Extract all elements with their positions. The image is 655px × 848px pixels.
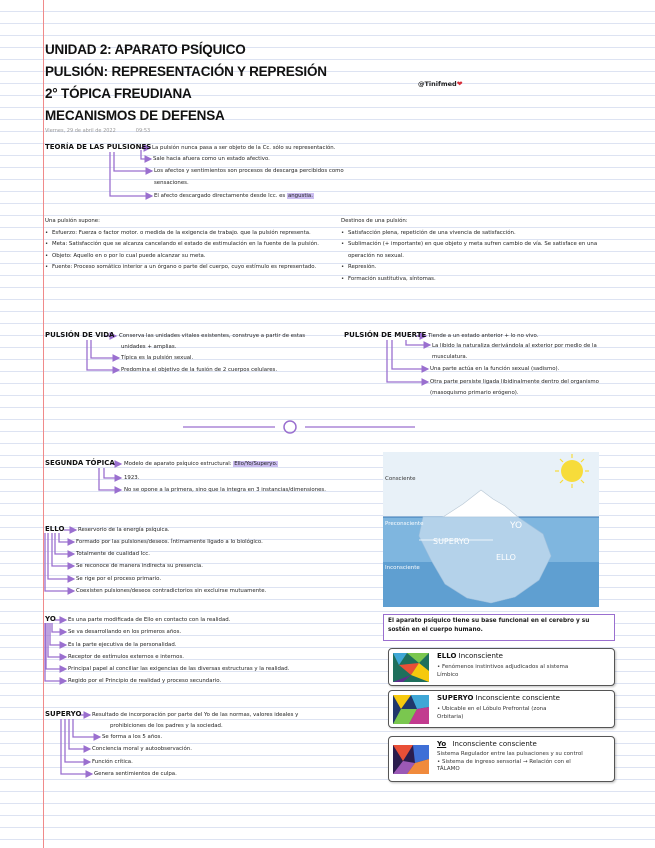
yo-item: Principal papel al conciliar las exigencias de las diversas estructuras y la realidad. [68, 666, 290, 672]
vida-item: Típica es la pulsión sexual. [121, 355, 194, 361]
superyo-item: Conciencia moral y autoobservación. [92, 746, 192, 752]
muerte-heading: PULSIÓN DE MUERTE [344, 331, 427, 339]
date-text: Viernes, 29 de abril de 2022 [45, 128, 116, 134]
muerte-item: Otra parte persiste ligada libidinalmente dentro del organismo [430, 379, 599, 385]
title-pulsion: PULSIÓN: REPRESENTACIÓN Y REPRESIÓN [45, 64, 327, 79]
muerte-item: musculatura. [432, 354, 468, 360]
vida-heading: PULSIÓN DE VIDA [45, 331, 115, 339]
teoria-item: Sale hacia afuera como un estado afectivo. [153, 156, 270, 162]
superyo-item: Función crítica. [92, 759, 133, 765]
teoria-item [154, 192, 314, 200]
yo-item: Receptor de estímulos externos e internos. [68, 654, 184, 660]
superyo-heading: SUPERYO [45, 710, 82, 718]
yo-item: Se va desarrollando en los primeros años. [68, 629, 182, 635]
list-item: • Meta: Satisfacción que se alcanza cancelando el estado de estimulación en la fuente de la pulsión. [45, 239, 325, 251]
date-line [45, 128, 150, 134]
list-item: • Sublimación (+ importante) en que objeto y meta sufren cambio de vía. Se satisface en una operación no sexual. [341, 239, 621, 262]
superyo-item: Resultado de incorporación por parte del Yo de las normas, valores ideales y [92, 712, 299, 718]
list-item: • Esfuerzo: Fuerza o factor motor. o medida de la exigencia de trabajo. que la pulsión representa. [45, 228, 325, 240]
segunda-item-text: Modelo de aparato psíquico estructural: [124, 461, 232, 467]
card-superyo [388, 690, 615, 728]
card-line: • Ubicable en el Lóbulo Prefrontal (zona [437, 706, 547, 712]
teoria-item: sensaciones. [154, 180, 189, 186]
card-title [437, 740, 537, 748]
margin-line [43, 0, 44, 848]
card-subtitle: Inconsciente [458, 652, 503, 660]
label-yo: YO [510, 521, 523, 531]
segunda-item: 1923. [124, 475, 140, 481]
author-name: @Tinifmed [418, 80, 457, 88]
angustia-highlight: angustia. [287, 193, 313, 199]
iceberg-illustration [383, 452, 599, 607]
list-item: • Satisfacción plena, repetición de una vivencia de satisfacción. [341, 228, 621, 240]
superyo-item: prohibiciones de los padres y la sociedad. [110, 723, 223, 729]
label-ello: ELLO [496, 553, 516, 562]
vida-item: unidades + amplias. [121, 344, 177, 350]
card-line: Límbico [437, 672, 459, 678]
card-line: Orbitaria) [437, 714, 464, 720]
time-text: 09:53 [135, 128, 151, 134]
muerte-item: Tiende a un estado anterior + lo no vivo. [428, 333, 539, 339]
ello-item: Totalmente de cualidad Icc. [76, 551, 150, 557]
card-title [437, 694, 560, 702]
list-item: • Fuente: Proceso somático interior a un órgano o parte del cuerpo, cuyo estímulo es representado. [45, 262, 325, 274]
title-topica: 2° TÓPICA FREUDIANA [45, 86, 192, 101]
list-item: • Objeto: Aquello en o por lo cual puede alcanzar su meta. [45, 251, 325, 263]
segunda-item [124, 460, 278, 468]
card-title [437, 652, 503, 660]
ello-item: Formado por las pulsiones/deseos. Íntimamente ligado a lo biológico. [76, 539, 263, 545]
ello-heading: ELLO [45, 525, 65, 533]
card-line: • Fenómenos instintivos adjudicados al sistema [437, 664, 569, 670]
yo-item: Es la parte ejecutiva de la personalidad. [68, 642, 177, 648]
teoria-heading: TEORÍA DE LAS PULSIONES [45, 143, 152, 151]
boxed-note: El aparato psíquico tiene su base funcional en el cerebro y su sostén en el cuerpo humano. [383, 614, 615, 641]
list-item: • Represión. [341, 262, 621, 274]
yo-item: Es una parte modificada de Ello en contacto con la realidad. [68, 617, 231, 623]
title-unidad: UNIDAD 2: APARATO PSÍQUICO [45, 42, 246, 57]
card-title-main: ELLO [437, 652, 457, 660]
brain-prefrontal-icon [393, 695, 429, 724]
label-inconsciente: Inconsciente [385, 565, 420, 571]
title-mecanismos: MECANISMOS DE DEFENSA [45, 108, 225, 123]
muerte-item: (masoquismo primario erógeno). [430, 390, 519, 396]
superyo-item: Genera sentimientos de culpa. [94, 771, 177, 777]
heart-icon: ❤ [456, 80, 463, 88]
card-body [437, 663, 568, 679]
label-superyo: SUPERYO [433, 537, 470, 546]
superyo-item: Se forma a los 5 años. [102, 734, 163, 740]
ello-item: Se rige por el proceso primario. [76, 576, 162, 582]
brain-thalamus-icon [393, 745, 429, 774]
card-body [437, 705, 547, 721]
muerte-item: La libido la naturaliza derivándola al exterior por medio de la [432, 343, 597, 349]
ello-item: Reservorio de la energía psíquica. [78, 527, 170, 533]
card-yo [388, 736, 615, 782]
ello-item: Coexisten pulsiones/deseos contradictorios sin excluirse mutuamente. [76, 588, 267, 594]
vida-item: Conserva las unidades vitales existentes, construye a partir de estas [119, 333, 306, 339]
yo-heading: YO [45, 615, 56, 623]
card-ello [388, 648, 615, 686]
card-subtitle: Inconsciente consciente [452, 740, 537, 748]
card-line: • Sistema de ingreso sensorial → Relación con el [437, 758, 571, 765]
card-body [437, 751, 583, 774]
destinos [341, 216, 621, 285]
muerte-item: Una parte actúa en la función sexual (sadismo). [430, 366, 560, 372]
pulsion-supone-heading: Una pulsión supone: [45, 218, 100, 224]
teoria-item: La pulsión nunca pasa a ser objeto de la Cc. sólo su representación. [152, 145, 336, 151]
teoria-item-text: El afecto descargado directamente desde Icc. es [154, 193, 286, 199]
card-title-main: Yo [437, 740, 447, 748]
label-preconsciente: Preconsciente [385, 521, 424, 527]
brain-limbic-icon [393, 653, 429, 682]
segunda-item: No se opone a la primera, sino que la integra en 3 instancias/dimensiones. [124, 487, 326, 493]
card-subtitle: Inconsciente consciente [475, 694, 560, 702]
vida-item: Predomina el objetivo de la fusión de 2 cuerpos celulares. [121, 367, 278, 373]
destinos-heading: Destinos de una pulsión: [341, 218, 408, 224]
card-line: TÁLAMO [437, 766, 460, 772]
ello-item: Se reconoce de manera indirecta su presencia. [76, 563, 203, 569]
segunda-heading: SEGUNDA TÓPICA [45, 459, 115, 467]
teoria-item: Los afectos y sentimientos son procesos de descarga percibidos como [154, 168, 344, 174]
yo-item: Regido por el Principio de realidad y proceso secundario. [68, 678, 222, 684]
card-line: Sistema Regulador entre las pulsaciones y su control [437, 751, 583, 757]
pulsion-supone [45, 216, 325, 274]
card-title-main: SUPERYO [437, 694, 474, 702]
list-item: • Formación sustitutiva, síntomas. [341, 274, 621, 286]
author-tag [418, 80, 463, 88]
label-consciente: Consciente [385, 476, 416, 482]
instancias-highlight: Ello/Yo/Superyo. [234, 461, 278, 467]
